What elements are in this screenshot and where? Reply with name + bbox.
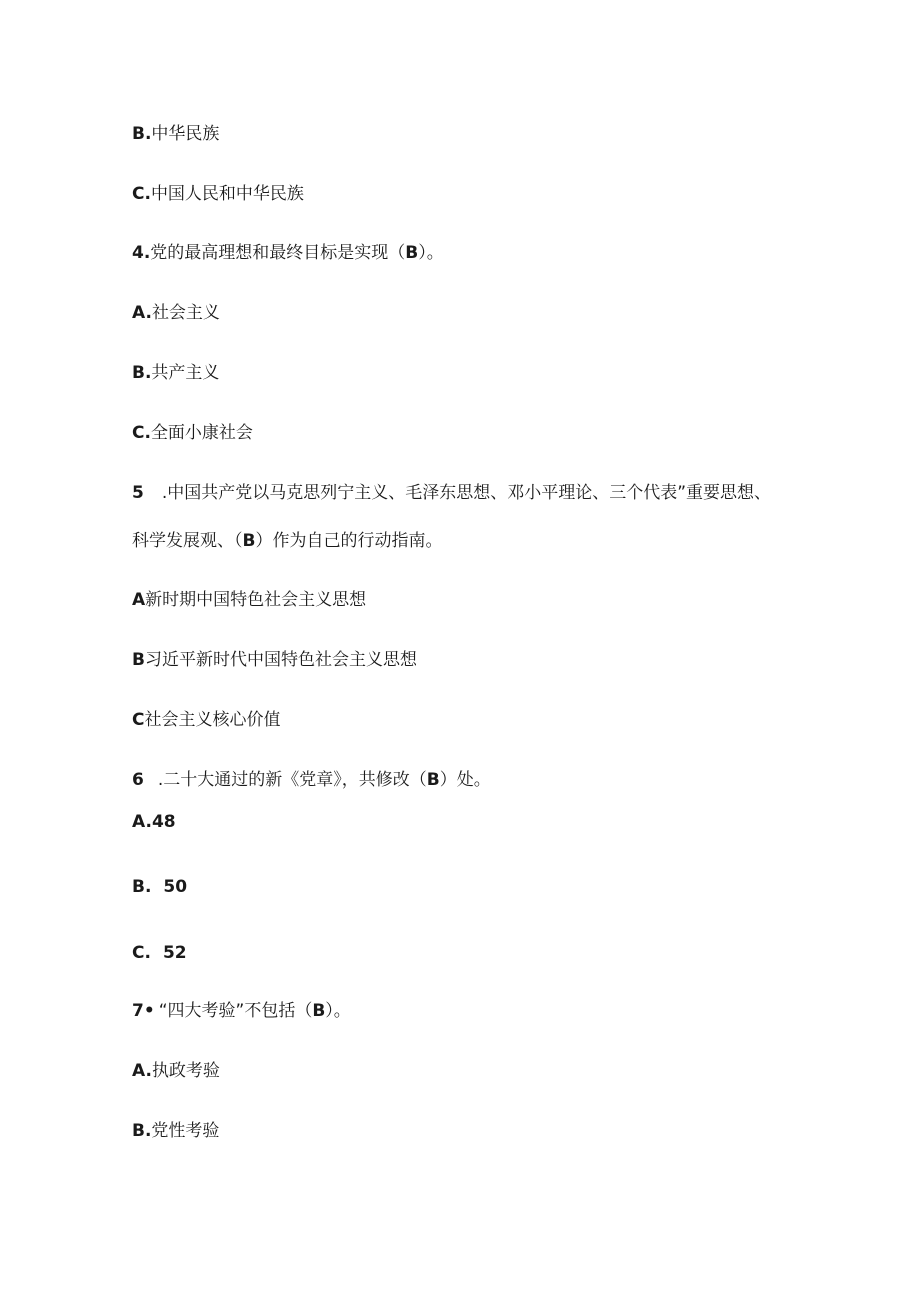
answer: B (242, 531, 256, 551)
option-a-q5: A新时期中国特色社会主义思想 (132, 590, 367, 610)
option-b-q3: B.中华民族 (132, 124, 220, 144)
option-a-q6: A.48 (132, 812, 176, 832)
option-b-q7: B.党性考验 (132, 1121, 220, 1141)
option-b-q4: B.共产主义 (132, 363, 220, 383)
option-c-q3: C.中国人民和中华民族 (132, 184, 304, 204)
question-7: 7• “四大考验”不包括（B）。 (132, 1001, 351, 1021)
option-a-q7: A.执政考验 (132, 1061, 220, 1081)
option-b-q6: B. 50 (132, 877, 188, 897)
answer: B (312, 1001, 326, 1021)
answer: B (405, 243, 419, 263)
answer: B (426, 770, 440, 790)
question-4: 4.党的最高理想和最终目标是实现（B）。 (132, 243, 444, 263)
question-6: 6 .二十大通过的新《党章》，共修改（B）处。 (132, 770, 491, 790)
question-5-cont: 科学发展观、（B）作为自己的行动指南。 (132, 531, 443, 551)
question-5: 5 .中国共产党以马克思列宁主义、毛泽东思想、邓小平理论、三个代表”重要思想、 (132, 483, 772, 503)
option-b-q5: B习近平新时代中国特色社会主义思想 (132, 650, 417, 670)
option-a-q4: A.社会主义 (132, 303, 220, 323)
option-c-q4: C.全面小康社会 (132, 423, 253, 443)
option-c-q5: C社会主义核心价值 (132, 710, 281, 730)
option-c-q6: C. 52 (132, 943, 187, 963)
